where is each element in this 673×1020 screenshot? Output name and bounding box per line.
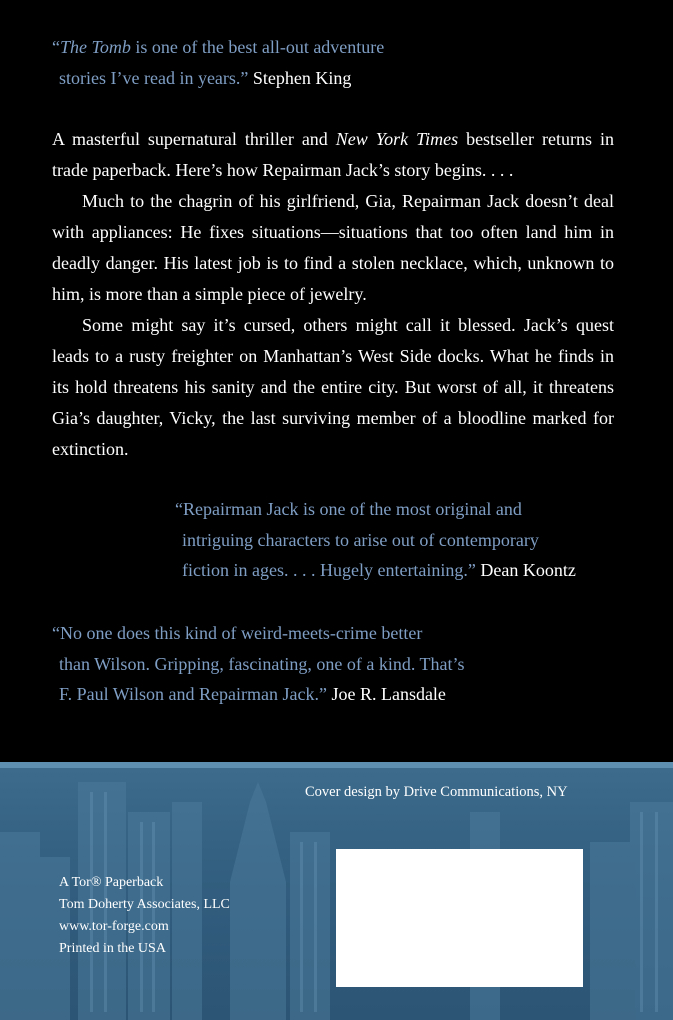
quote-attribution: Dean Koontz [480, 560, 576, 580]
quote-line: “The Tomb is one of the best all-out adventure [52, 37, 385, 57]
nyt-italic: New York Times [335, 129, 459, 149]
description-paragraph: Much to the chagrin of his girlfriend, Gia, Repairman Jack doesn’t deal with appliances: He fixes situations—situations that too often land him in deadly danger. His latest job is to find a stolen necklace, which, unknown to him, is more than a simple piece of jewelry. [52, 191, 614, 304]
quote-line: intriguing characters to arise out of contemporary [182, 529, 539, 550]
description-paragraph: Some might say it’s cursed, others might call it blessed. Jack’s quest leads to a rusty freighter on Manhattan’s West Side docks. What he finds in its hold threatens his sanity and the entire city. But worst of all, it threatens Gia’s daughter, Vicky, the last surviving member of a bloodline marked for extinction. [52, 315, 614, 459]
publisher-line: Printed in the USA [59, 941, 166, 956]
publisher-info [59, 872, 230, 960]
quote-line: “Repairman Jack is one of the most original and [175, 499, 522, 519]
quote-line: than Wilson. Gripping, fascinating, one of a kind. That’s [59, 653, 465, 674]
quote-line: stories I’ve read in years.” Stephen King [59, 67, 352, 88]
footer-panel [0, 762, 673, 1020]
quote-line: fiction in ages. . . . Hugely entertaining.” Dean Koontz [182, 560, 576, 580]
quote-attribution: Joe R. Lansdale [331, 684, 446, 704]
publisher-line: Tom Doherty Associates, LLC [59, 897, 230, 912]
cover-design-credit: Cover design by Drive Communications, NY [305, 784, 568, 800]
quote-line: “No one does this kind of weird-meets-crime better [52, 623, 423, 643]
publisher-website: www.tor-forge.com [59, 919, 169, 934]
book-title: The Tomb [60, 37, 131, 57]
quote-line: F. Paul Wilson and Repairman Jack.” Joe R. Lansdale [59, 684, 446, 704]
description-paragraph: A masterful supernatural thriller and New York Times bestseller returns in trade paperback. Here’s how Repairman Jack’s story begins. . . . [52, 129, 614, 180]
quote-joe-lansdale [52, 618, 465, 710]
barcode-area [336, 849, 583, 987]
quote-stephen-king [52, 32, 384, 93]
publisher-line: A Tor® Paperback [59, 875, 164, 890]
quote-dean-koontz [175, 494, 576, 586]
book-description [52, 124, 614, 465]
quote-attribution: Stephen King [252, 67, 352, 88]
